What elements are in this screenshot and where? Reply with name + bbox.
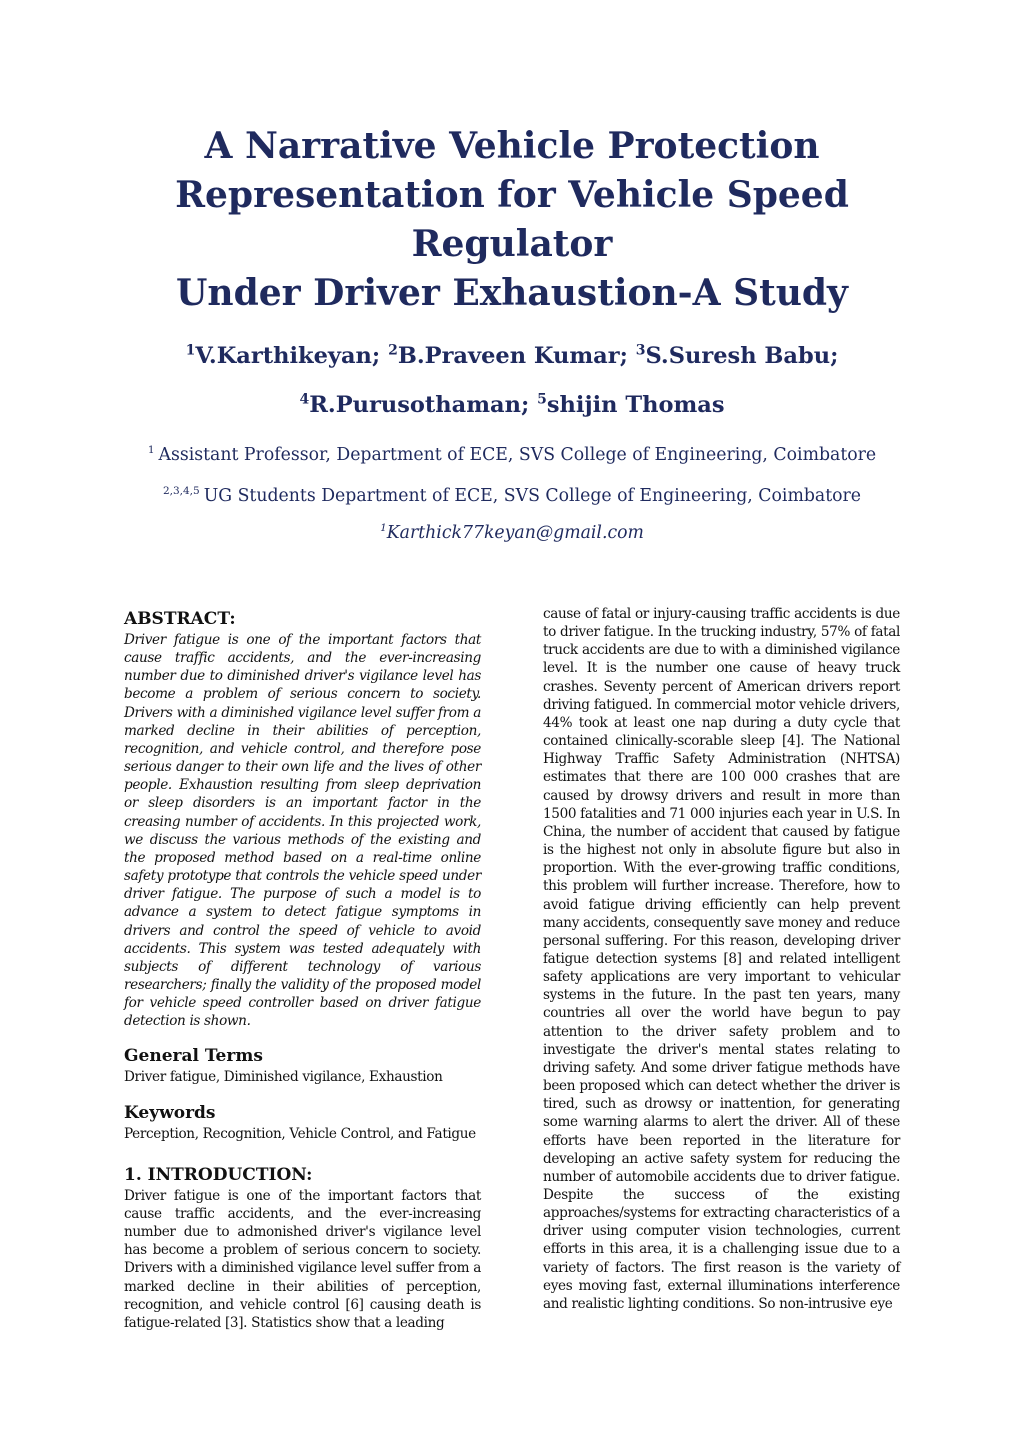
author-sup: 4 — [299, 391, 310, 408]
author-name: R.Purusothaman; — [309, 392, 530, 418]
general-terms-text: Driver fatigue, Diminished vigilance, Exhaustion — [124, 1069, 443, 1086]
author-email — [112, 523, 912, 543]
affiliation-text: Assistant Professor, Department of ECE, SVS College of Engineering, Coimbatore — [158, 445, 877, 465]
keywords-text: Perception, Recognition, Vehicle Control, and Fatigue — [124, 1125, 476, 1142]
title-line: Representation for Vehicle Speed — [175, 174, 849, 216]
email-sup: 1 — [380, 522, 387, 535]
affiliation-sup: 2,3,4,5 — [162, 485, 200, 498]
author-list — [112, 392, 912, 418]
left-column — [124, 607, 481, 1332]
introduction-heading: 1. INTRODUCTION: — [124, 1164, 313, 1185]
general-terms-heading: General Terms — [124, 1046, 263, 1067]
introduction-text: Driver fatigue is one of the important factors that cause traffic accidents, and the ever-increasing number due to admonished driver's vigilance level has become a problem of serious concern to society. Drivers with a diminished vigilance level suffer from a marked decline in their abilities of perception, recognition, and vehicle control [6] causing death is fatigue-related [3]. Statistics show that a leading — [124, 1187, 481, 1331]
title-line: Regulator — [411, 223, 613, 265]
author-sup: 1 — [185, 342, 196, 359]
affiliation — [112, 445, 912, 465]
author-name: V.Karthikeyan; — [195, 343, 381, 369]
keywords-heading: Keywords — [124, 1102, 216, 1123]
author-name: B.Praveen Kumar; — [397, 343, 628, 369]
right-column — [543, 605, 900, 1313]
author-list — [112, 343, 912, 369]
author-sup: 2 — [388, 342, 398, 359]
author-name: S.Suresh Babu; — [645, 343, 839, 369]
abstract-heading: ABSTRACT: — [124, 609, 236, 629]
author-sup: 3 — [635, 342, 646, 359]
author-sup: 5 — [537, 391, 547, 408]
paper-title — [112, 122, 912, 318]
abstract-text: Driver fatigue is one of the important factors that cause traffic accidents, and the ever-increasing number due to diminished driver's vigilance level has become a problem of serious concern to society. Drivers with a diminished vigilance level suffer from a marked decline in their abilities of perception, recognition, and vehicle control, and therefore pose serious danger to their own life and the lives of other people. Exhaustion resulting from sleep deprivation or sleep disorders is an important factor in the creasing number of accidents. In this projected work, we discuss the various methods of the existing and the proposed method based on a real-time online safety prototype that controls the vehicle speed under driver fatigue. The purpose of such a model is to advance a system to detect fatigue symptoms in drivers and control the speed of vehicle to avoid accidents. This system was tested adequately with subjects of different technology of various researchers; finally the validity of the proposed model for vehicle speed controller based on driver fatigue detection is shown. — [124, 632, 481, 1030]
title-line: Under Driver Exhaustion-A Study — [176, 272, 848, 314]
author-name: shijin Thomas — [546, 392, 725, 418]
title-line: A Narrative Vehicle Protection — [204, 125, 820, 167]
introduction-text-continued: cause of fatal or injury-causing traffic accidents is due to driver fatigue. In the trucking industry, 57% of fatal truck accidents are due to with a diminished vigilance level. It is the number one cause of heavy truck crashes. Seventy percent of American drivers report driving fatigued. In commercial motor vehicle drivers, 44% took at least one nap during a duty cycle that contained clinically-scorable sleep [4]. The National Highway Traffic Safety Administration (NHTSA) estimates that there are 100 000 crashes that are caused by drowsy drivers and result in more than 1500 fatalities and 71 000 injuries each year in U.S. In China, the number of accident that caused by fatigue is the highest not only in absolute figure but also in proportion. With the ever-growing traffic conditions, this problem will further increase. Therefore, how to avoid fatigue driving efficiently can help prevent many accidents, consequently save money and reduce personal suffering. For this reason, developing driver fatigue detection systems [8] and related intelligent safety applications are very important to vehicular systems in the future. In the past ten years, many countries all over the world have begun to pay attention to the driver safety problem and to investigate the driver's mental states relating to driving safety. And some driver fatigue methods have been proposed which can detect whether the driver is tired, such as drowsy or inattention, for generating some warning alarms to alert the driver. All of these efforts have been reported in the literature for developing an active safety system for reducing the number of automobile accidents due to driver fatigue. Despite the success of the existing approaches/systems for extracting characteristics of a driver using computer vision technologies, current efforts in this area, it is a challenging issue due to a variety of factors. The first reason is the variety of eyes moving fast, external illuminations interference and realistic lighting conditions. So non-intrusive eye — [543, 606, 900, 1312]
email-text: Karthick77keyan@gmail.com — [386, 523, 644, 543]
affiliation-sup: 1 — [147, 444, 155, 457]
affiliation-text: UG Students Department of ECE, SVS College of Engineering, Coimbatore — [203, 486, 862, 506]
affiliation — [112, 486, 912, 506]
